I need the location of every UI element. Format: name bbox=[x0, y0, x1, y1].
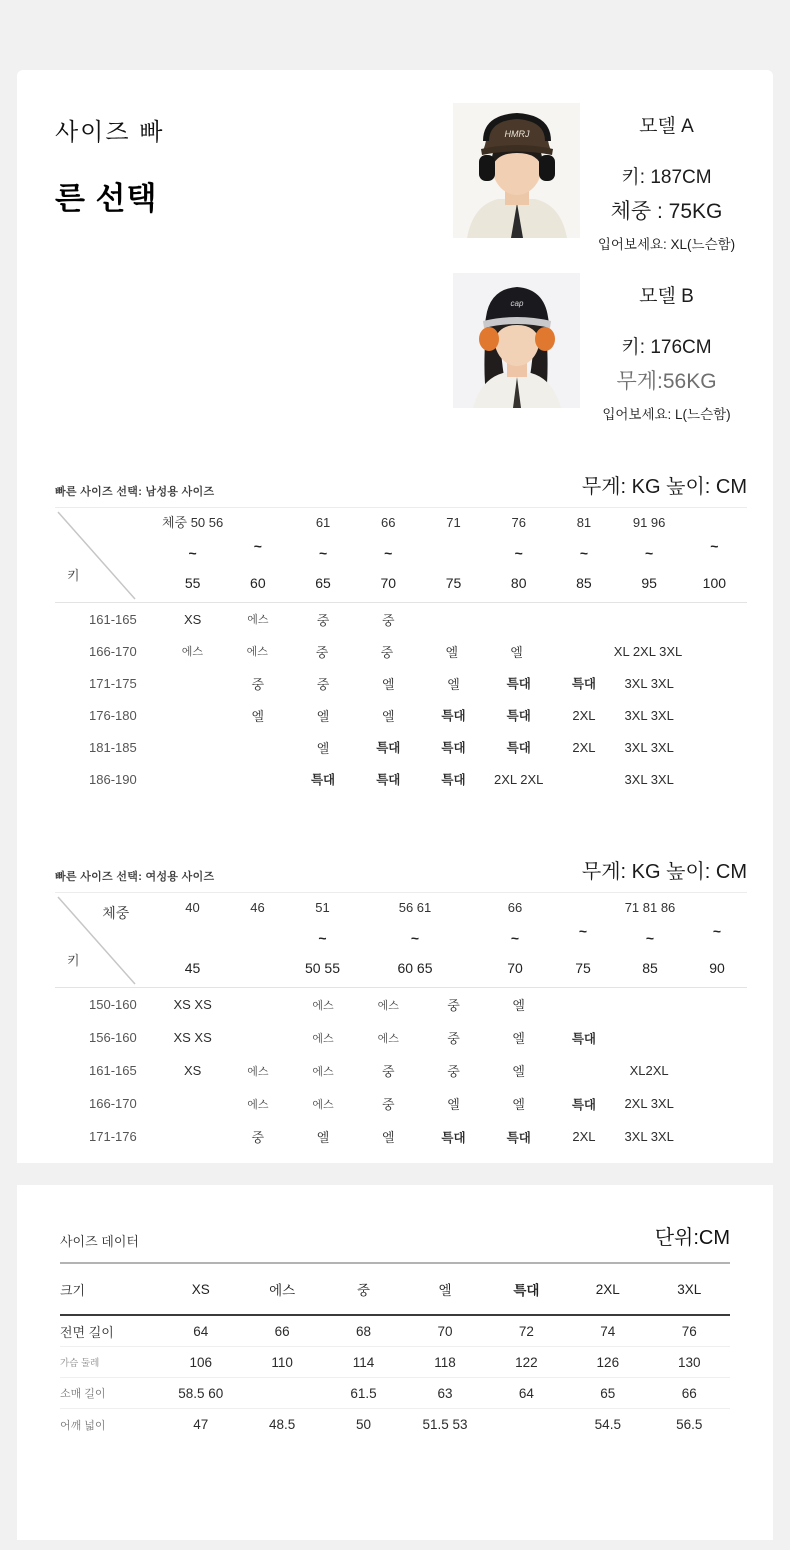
weight-range-cell bbox=[421, 508, 486, 602]
tilde: ~ bbox=[514, 544, 523, 561]
table-row bbox=[55, 1087, 747, 1120]
size-cell: 특대 bbox=[506, 741, 531, 755]
weight-range-cell bbox=[290, 893, 355, 987]
size-cell: 엘 bbox=[381, 1130, 395, 1145]
weight-range-cell bbox=[486, 508, 551, 602]
size-cell: 중 bbox=[316, 676, 330, 692]
size-data-unit-label: 단위:CM bbox=[654, 1227, 730, 1249]
size-data-header bbox=[17, 1185, 773, 1262]
weight-range-bottom: 65 bbox=[315, 575, 331, 591]
title-line-2: 른 선택 bbox=[55, 181, 158, 216]
height-range-label: 181-185 bbox=[89, 739, 137, 755]
measurement-cell: 58.5 60 bbox=[178, 1385, 224, 1401]
size-cell: 엘 bbox=[316, 1130, 330, 1145]
weight-range-top: 76 bbox=[511, 515, 526, 530]
measurement-label: 가슴 둘레 bbox=[60, 1358, 100, 1369]
weight-range-bottom: 75 bbox=[445, 575, 462, 591]
height-range-label: 161-165 bbox=[89, 1063, 137, 1078]
axis-height-label: 키 bbox=[67, 568, 80, 583]
size-cell: 에스 bbox=[377, 1032, 399, 1045]
measurement-cell: 63 bbox=[437, 1385, 453, 1401]
weight-range-top: 71 bbox=[446, 515, 461, 530]
weight-range-cell bbox=[475, 893, 555, 987]
size-cell: 엘 bbox=[316, 708, 330, 724]
size-cell: 엘 bbox=[251, 708, 265, 724]
womens-size-section bbox=[55, 850, 747, 1153]
womens-section-header bbox=[55, 850, 747, 892]
weight-range-bottom: 60 65 bbox=[397, 960, 433, 976]
measurement-cell: 74 bbox=[600, 1323, 616, 1339]
table-row bbox=[55, 667, 747, 699]
size-data-label: 사이즈 데이터 bbox=[60, 1234, 139, 1249]
size-cell: 에스 bbox=[312, 1098, 334, 1111]
size-cell: 3XL 3XL bbox=[624, 739, 674, 755]
weight-header-row bbox=[55, 893, 747, 988]
measurement-cell: 66 bbox=[274, 1323, 290, 1339]
size-cell: 중 bbox=[381, 612, 395, 628]
measurement-label: 전면 길이 bbox=[60, 1324, 114, 1340]
model-b-info bbox=[580, 273, 753, 423]
weight-range-bottom: 90 bbox=[709, 960, 725, 976]
measurement-cell: 61.5 bbox=[350, 1385, 377, 1401]
size-cell: XS bbox=[183, 611, 202, 627]
weight-range-cell bbox=[160, 893, 225, 987]
weight-range-cell bbox=[290, 508, 355, 602]
size-cell: 2XL bbox=[572, 707, 596, 723]
weight-range-top: 61 bbox=[315, 515, 331, 530]
tilde: ~ bbox=[712, 923, 722, 939]
svg-text:cap: cap bbox=[510, 299, 524, 308]
measurement-cell: 130 bbox=[677, 1354, 701, 1370]
size-cell: 3XL 3XL bbox=[624, 707, 674, 723]
womens-size-table bbox=[55, 892, 747, 1153]
weight-range-top: 46 bbox=[250, 900, 265, 915]
size-cell: 엘 bbox=[512, 998, 525, 1013]
height-range-label: 176-180 bbox=[89, 707, 137, 723]
size-cell: 엘 bbox=[512, 1097, 525, 1112]
size-cell: 중 bbox=[316, 612, 330, 628]
size-cell: 중 bbox=[447, 998, 460, 1013]
model-a-weight: 체중 : 75KG bbox=[610, 200, 723, 223]
weight-range-top: 81 bbox=[576, 515, 592, 530]
measurement-cell: 68 bbox=[356, 1323, 372, 1339]
height-range-label: 171-175 bbox=[89, 675, 137, 691]
size-cell: 특대 bbox=[441, 773, 466, 787]
model-a-info bbox=[580, 103, 753, 253]
womens-unit-label: 무게: KG 높이: CM bbox=[581, 861, 747, 883]
size-cell: 엘 bbox=[510, 644, 523, 660]
measurement-cell: 50 bbox=[356, 1417, 372, 1432]
size-cell: XS XS bbox=[173, 1030, 212, 1045]
measurement-cell: 76 bbox=[681, 1323, 697, 1339]
size-header-row bbox=[60, 1264, 730, 1316]
size-cell: 중 bbox=[381, 1097, 395, 1112]
size-cell: 특대 bbox=[441, 741, 466, 755]
size-name-cell: 3XL bbox=[677, 1281, 702, 1297]
size-cell: 엘 bbox=[512, 1031, 525, 1046]
weight-range-top: 66 bbox=[381, 515, 396, 530]
measurement-cell: 56.5 bbox=[676, 1417, 703, 1432]
weight-range-top: 66 bbox=[507, 900, 523, 915]
weight-range-cell bbox=[160, 508, 225, 602]
axis-corner-cell bbox=[55, 508, 160, 602]
tilde: ~ bbox=[645, 544, 654, 561]
model-b-photo bbox=[453, 273, 580, 408]
size-data-card bbox=[17, 1185, 773, 1540]
table-row bbox=[55, 1054, 747, 1087]
weight-range-cell bbox=[682, 508, 747, 602]
size-name-cell: 특대 bbox=[513, 1283, 540, 1298]
size-cell: 중 bbox=[251, 676, 265, 692]
weight-range-top: 40 bbox=[185, 900, 200, 915]
weight-range-bottom: 100 bbox=[702, 575, 727, 591]
weight-range-bottom: 85 bbox=[576, 575, 592, 591]
size-cell: 에스 bbox=[181, 646, 204, 658]
weight-range-top: 56 61 bbox=[398, 900, 432, 915]
weight-range-cell bbox=[225, 508, 290, 602]
table-row bbox=[55, 603, 747, 635]
size-cell: 중 bbox=[251, 1130, 265, 1145]
measurement-cell: 72 bbox=[518, 1323, 534, 1339]
size-cell: 중 bbox=[380, 644, 394, 660]
measurement-cell: 66 bbox=[681, 1385, 697, 1401]
weight-range-cell bbox=[225, 893, 290, 987]
weight-header-row bbox=[55, 508, 747, 603]
size-cell: 2XL bbox=[572, 739, 596, 755]
size-cell: XL2XL bbox=[629, 1063, 669, 1078]
mens-size-table bbox=[55, 507, 747, 795]
measurement-cell: 106 bbox=[189, 1354, 212, 1370]
size-data-table bbox=[60, 1262, 730, 1440]
size-cell: 에스 bbox=[247, 1098, 269, 1111]
measurement-row bbox=[60, 1378, 730, 1409]
size-cell: 특대 bbox=[571, 677, 596, 691]
weight-range-cell bbox=[355, 893, 475, 987]
measurement-cell: 64 bbox=[518, 1385, 534, 1401]
size-name-cell: XS bbox=[191, 1281, 210, 1297]
tilde: ~ bbox=[579, 544, 589, 561]
height-range-label: 166-170 bbox=[89, 643, 137, 659]
size-cell: 3XL 3XL bbox=[624, 1129, 674, 1144]
size-cell: 엘 bbox=[381, 676, 395, 692]
height-range-label: 171-176 bbox=[89, 1129, 137, 1144]
height-range-label: 161-165 bbox=[89, 611, 137, 627]
tilde: ~ bbox=[253, 538, 262, 554]
measurement-cell: 114 bbox=[352, 1354, 375, 1370]
size-cell: 에스 bbox=[312, 1065, 334, 1078]
weight-range-cell bbox=[611, 893, 689, 987]
mens-section-label: 빠른 사이즈 선택: 남성용 사이즈 bbox=[55, 486, 215, 498]
model-b-fit-size: 입어보세요: L(느슨함) bbox=[602, 407, 731, 422]
measurement-row bbox=[60, 1347, 730, 1378]
size-cell: 엘 bbox=[447, 1097, 460, 1112]
measurement-cell: 48.5 bbox=[268, 1417, 296, 1432]
size-cell: 3XL 3XL bbox=[624, 675, 674, 691]
measurement-cell: 126 bbox=[596, 1354, 620, 1370]
weight-range-bottom: 70 bbox=[380, 575, 397, 591]
measurement-cell: 65 bbox=[600, 1385, 616, 1401]
table-row bbox=[55, 731, 747, 763]
mens-section-header bbox=[55, 465, 747, 507]
weight-range-bottom: 70 bbox=[507, 960, 523, 976]
size-cell: 특대 bbox=[506, 709, 531, 723]
size-cell: XL 2XL 3XL bbox=[613, 643, 683, 659]
size-cell: 특대 bbox=[376, 773, 401, 787]
tilde: ~ bbox=[645, 929, 655, 946]
tilde: ~ bbox=[510, 929, 520, 946]
svg-text:HMRJ: HMRJ bbox=[504, 129, 530, 139]
size-cell: 에스 bbox=[247, 614, 269, 626]
size-name-cell: 에스 bbox=[269, 1283, 296, 1298]
tilde: ~ bbox=[188, 544, 197, 561]
size-cell: XS XS bbox=[173, 997, 212, 1012]
measurement-label: 어깨 넓이 bbox=[60, 1419, 106, 1432]
measurement-cell: 70 bbox=[437, 1323, 453, 1339]
size-name-cell: 2XL bbox=[595, 1281, 620, 1297]
weight-range-top: 51 bbox=[315, 900, 330, 915]
weight-range-cell bbox=[356, 508, 421, 602]
page-title bbox=[55, 112, 164, 218]
size-cell: 특대 bbox=[571, 1031, 596, 1046]
size-cell: 에스 bbox=[246, 646, 268, 658]
weight-range-bottom: 60 bbox=[250, 575, 266, 591]
size-name-cell: 중 bbox=[357, 1283, 371, 1298]
size-cell: 특대 bbox=[506, 677, 531, 691]
title-line-1: 사이즈 빠 bbox=[55, 119, 165, 146]
table-row bbox=[55, 763, 747, 795]
size-cell: 중 bbox=[447, 1031, 460, 1046]
height-range-label: 156-160 bbox=[89, 1030, 137, 1045]
size-cell: 중 bbox=[315, 644, 329, 660]
height-range-label: 166-170 bbox=[89, 1096, 137, 1111]
weight-range-bottom: 75 bbox=[575, 960, 591, 976]
size-cell: 엘 bbox=[316, 740, 330, 756]
measurement-cell: 122 bbox=[515, 1354, 538, 1370]
model-b-row bbox=[453, 273, 753, 423]
size-cell: 특대 bbox=[506, 1130, 531, 1145]
measurement-row bbox=[60, 1409, 730, 1440]
size-cell: 엘 bbox=[447, 676, 460, 692]
measurement-cell: 110 bbox=[271, 1354, 293, 1370]
size-name-cell: 엘 bbox=[438, 1283, 452, 1298]
measurement-cell: 47 bbox=[193, 1417, 209, 1432]
size-cell: 중 bbox=[381, 1064, 395, 1079]
size-cell: 특대 bbox=[376, 741, 401, 755]
weight-range-bottom: 55 bbox=[184, 575, 201, 591]
axis-corner-cell bbox=[55, 893, 160, 987]
size-selection-card bbox=[17, 70, 773, 1163]
table-row bbox=[55, 699, 747, 731]
weight-range-bottom: 95 bbox=[641, 575, 657, 591]
weight-range-cell bbox=[555, 893, 611, 987]
size-cell: 엘 bbox=[381, 708, 395, 724]
model-a-row bbox=[453, 103, 753, 253]
size-cell: 특대 bbox=[441, 709, 466, 723]
measurement-row bbox=[60, 1316, 730, 1347]
size-cell: XS bbox=[183, 1063, 202, 1078]
size-cell: 에스 bbox=[312, 1032, 334, 1045]
model-b-height: 키: 176CM bbox=[621, 337, 712, 358]
model-a-fit-size: 입어보세요: XL(느슨함) bbox=[597, 237, 736, 252]
mens-size-section bbox=[55, 465, 747, 795]
model-a-name: 모델 A bbox=[639, 116, 694, 137]
weight-range-bottom: 50 55 bbox=[304, 960, 341, 976]
weight-range-bottom: 45 bbox=[184, 960, 201, 976]
measurement-cell: 118 bbox=[434, 1354, 456, 1370]
tilde: ~ bbox=[410, 929, 420, 946]
tilde: ~ bbox=[710, 538, 719, 554]
weight-range-bottom: 85 bbox=[642, 960, 658, 976]
weight-range-top: 체중 50 56 bbox=[161, 515, 224, 530]
size-cell: 엘 bbox=[512, 1064, 525, 1079]
size-cell: 에스 bbox=[247, 1065, 269, 1078]
model-a-height: 키: 187CM bbox=[621, 167, 712, 188]
measurement-cell: 64 bbox=[193, 1323, 209, 1339]
size-cell: 2XL 3XL bbox=[624, 1096, 674, 1111]
table-row bbox=[55, 988, 747, 1021]
axis-weight-label: 체중 bbox=[102, 905, 130, 921]
weight-range-top: 71 81 86 bbox=[624, 900, 676, 915]
tilde: ~ bbox=[578, 923, 588, 939]
model-reference-block bbox=[453, 103, 753, 443]
model-a-photo bbox=[453, 103, 580, 238]
womens-section-label: 빠른 사이즈 선택: 여성용 사이즈 bbox=[55, 871, 215, 883]
height-range-label: 150-160 bbox=[89, 997, 137, 1012]
model-b-name: 모델 B bbox=[639, 286, 694, 307]
size-cell: 3XL 3XL bbox=[624, 771, 674, 787]
size-cell: 특대 bbox=[310, 773, 336, 787]
axis-height-label: 키 bbox=[67, 953, 80, 968]
weight-range-cell bbox=[689, 893, 745, 987]
measurement-cell: 54.5 bbox=[594, 1417, 621, 1432]
size-cell: 2XL bbox=[572, 1129, 596, 1144]
weight-range-cell bbox=[551, 508, 616, 602]
weight-range-cell bbox=[617, 508, 682, 602]
measurement-label: 소매 길이 bbox=[60, 1388, 106, 1400]
weight-range-top: 91 96 bbox=[632, 515, 666, 530]
size-cell: 엘 bbox=[445, 644, 458, 660]
model-b-weight: 무게:56KG bbox=[616, 370, 717, 393]
table-row bbox=[55, 635, 747, 667]
size-cell: 에스 bbox=[377, 999, 399, 1012]
tilde: ~ bbox=[318, 544, 328, 561]
size-cell: 에스 bbox=[312, 999, 334, 1012]
height-range-label: 186-190 bbox=[89, 771, 137, 787]
size-cell: 2XL 2XL bbox=[494, 771, 544, 787]
tilde: ~ bbox=[318, 929, 327, 946]
table-row bbox=[55, 1120, 747, 1153]
mens-unit-label: 무게: KG 높이: CM bbox=[581, 476, 747, 498]
measurement-cell: 51.5 53 bbox=[422, 1417, 468, 1432]
size-cell: 특대 bbox=[571, 1097, 596, 1112]
weight-range-bottom: 80 bbox=[510, 575, 527, 591]
size-column-label: 크기 bbox=[60, 1282, 86, 1298]
size-cell: 중 bbox=[447, 1064, 460, 1079]
table-row bbox=[55, 1021, 747, 1054]
size-cell: 특대 bbox=[441, 1130, 466, 1145]
tilde: ~ bbox=[384, 544, 393, 561]
